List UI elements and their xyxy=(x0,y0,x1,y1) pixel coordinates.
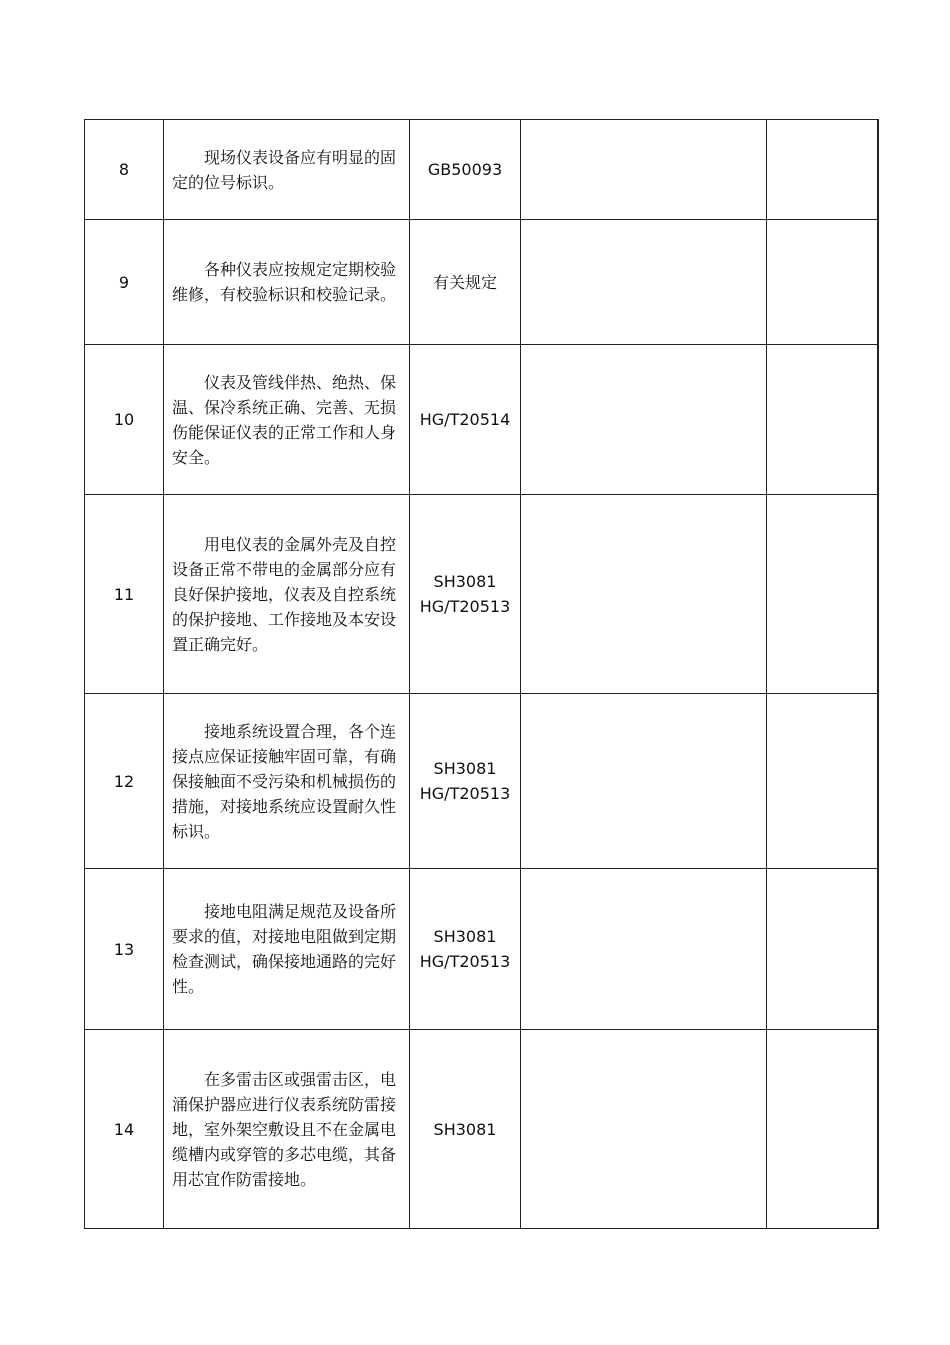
item-content-cell xyxy=(164,495,410,694)
remark-cell xyxy=(767,220,878,345)
item-content-cell xyxy=(164,869,410,1030)
table-row xyxy=(85,495,878,694)
item-standard: SH3081 xyxy=(433,927,497,946)
item-content-cell xyxy=(164,345,410,495)
result-cell xyxy=(521,345,767,495)
item-standard: HG/T20513 xyxy=(419,784,511,803)
item-content-cell xyxy=(164,694,410,869)
table-row xyxy=(85,345,878,495)
item-standard-cell xyxy=(410,220,521,345)
item-standard: SH3081 xyxy=(433,572,497,591)
item-number: 13 xyxy=(85,869,164,1030)
item-content: 各种仪表应按规定定期校验维修，有校验标识和校验记录。 xyxy=(172,260,397,304)
item-number: 14 xyxy=(85,1030,164,1229)
item-content: 仪表及管线伴热、绝热、保温、保冷系统正确、完善、无损伤能保证仪表的正常工作和人身安全。 xyxy=(172,372,397,467)
item-number: 9 xyxy=(85,220,164,345)
item-standard-cell xyxy=(410,869,521,1030)
item-standard: 有关规定 xyxy=(432,272,497,292)
item-content: 接地电阻满足规范及设备所要求的值，对接地电阻做到定期检查测试，确保接地通路的完好性。 xyxy=(172,902,397,996)
result-cell xyxy=(521,1030,767,1229)
table-body xyxy=(85,120,878,1229)
item-standard-cell xyxy=(410,1030,521,1229)
result-cell xyxy=(521,220,767,345)
item-standard-cell xyxy=(410,345,521,495)
remark-cell xyxy=(767,345,878,495)
result-cell xyxy=(521,694,767,869)
table-row xyxy=(85,694,878,869)
item-standard: SH3081 xyxy=(433,759,497,778)
table-row xyxy=(85,869,878,1030)
item-content-cell xyxy=(164,120,410,220)
item-content-cell xyxy=(164,220,410,345)
item-content: 接地系统设置合理，各个连接点应保证接触牢固可靠，有确保接触面不受污染和机械损伤的措施，对接地系统应设置耐久性标识。 xyxy=(172,721,397,841)
remark-cell xyxy=(767,120,878,220)
table-row xyxy=(85,1030,878,1229)
item-standard: GB50093 xyxy=(427,160,503,179)
item-number: 8 xyxy=(85,120,164,220)
item-standard-cell xyxy=(410,495,521,694)
inspection-table xyxy=(84,119,879,1229)
item-standard: SH3081 xyxy=(433,1119,497,1139)
item-number: 11 xyxy=(85,495,164,694)
item-standard-cell xyxy=(410,120,521,220)
remark-cell xyxy=(767,1030,878,1229)
item-standard: HG/T20514 xyxy=(419,410,511,429)
result-cell xyxy=(521,120,767,220)
item-standard-cell xyxy=(410,694,521,869)
remark-cell xyxy=(767,694,878,869)
item-content: 现场仪表设备应有明显的固定的位号标识。 xyxy=(172,147,397,192)
item-standard: HG/T20513 xyxy=(419,952,511,971)
remark-cell xyxy=(767,869,878,1030)
item-content: 在多雷击区或强雷击区，电涌保护器应进行仪表系统防雷接地，室外架空敷设且不在金属电缆槽内或穿管的多芯电缆，其备用芯宜作防雷接地。 xyxy=(172,1069,397,1189)
result-cell xyxy=(521,869,767,1030)
item-content-cell xyxy=(164,1030,410,1229)
remark-cell xyxy=(767,495,878,694)
item-content: 用电仪表的金属外壳及自控设备正常不带电的金属部分应有良好保护接地，仪表及自控系统的保护接地、工作接地及本安设置正确完好。 xyxy=(172,534,397,654)
item-standard: HG/T20513 xyxy=(419,597,511,616)
result-cell xyxy=(521,495,767,694)
item-number: 12 xyxy=(85,694,164,869)
table-row xyxy=(85,220,878,345)
table-row xyxy=(85,120,878,220)
item-number: 10 xyxy=(85,345,164,495)
